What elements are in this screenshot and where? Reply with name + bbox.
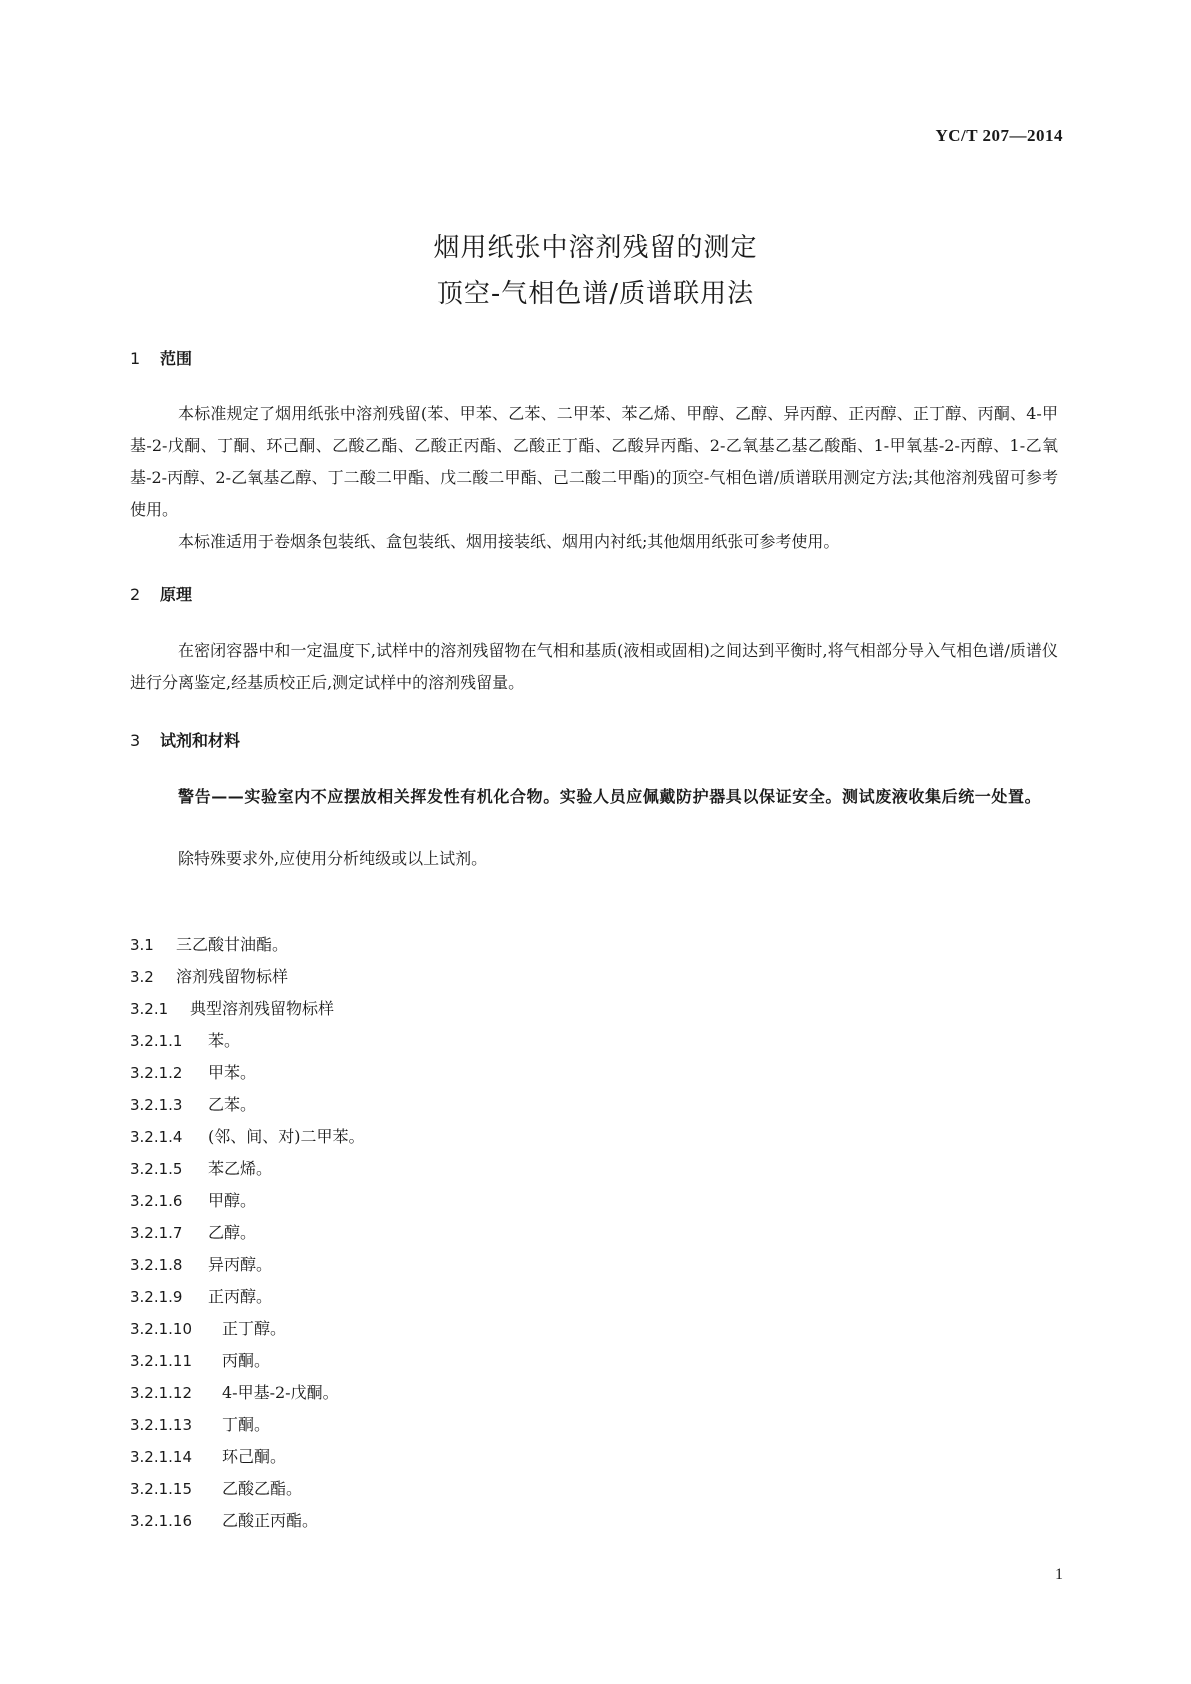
section-number: 3 [130,731,141,750]
section-2-heading [130,582,192,605]
section-title: 范围 [160,349,193,368]
item-text: 苯。 [208,1031,241,1050]
principle-paragraph: 在密闭容器中和一定温度下,试样中的溶剂残留物在气相和基质(液相或固相)之间达到平衡时,将气相部分导入气相色谱/质谱仪进行分离鉴定,经基质校正后,测定试样中的溶剂残留量。 [130,641,1058,692]
item-number: 3.2.1.2 [130,1064,183,1082]
item-text: 典型溶剂残留物标样 [190,999,335,1018]
title-line-1: 烟用纸张中溶剂残留的测定 [433,233,758,263]
section-title: 试剂和材料 [160,731,241,750]
list-item [130,929,365,961]
list-item [130,1345,365,1377]
item-text: 溶剂残留物标样 [176,967,289,986]
list-item [130,961,365,993]
section-3-heading [130,728,240,751]
list-item [130,1153,365,1185]
item-number: 3.2.1.1 [130,1032,183,1050]
scope-paragraph-2: 本标准适用于卷烟条包装纸、盒包装纸、烟用接装纸、烟用内衬纸;其他烟用纸张可参考使用。 [178,532,840,551]
list-item [130,1089,365,1121]
list-item [130,1409,365,1441]
list-item [130,1217,365,1249]
item-number: 3.2.1.14 [130,1448,193,1466]
list-item [130,1473,365,1505]
title-line-2: 顶空-气相色谱/质谱联用法 [436,279,755,309]
item-number: 3.2.1.16 [130,1512,193,1530]
item-text: 乙酸乙酯。 [222,1479,303,1498]
item-number: 3.2.1.3 [130,1096,183,1114]
list-item [130,1185,365,1217]
reagent-intro: 除特殊要求外,应使用分析纯级或以上试剂。 [178,849,488,868]
item-text: 甲苯。 [208,1063,257,1082]
item-number: 3.2.1.13 [130,1416,193,1434]
item-number: 3.2.1.4 [130,1128,183,1146]
section-1-heading [130,346,192,369]
item-number: 3.2.1.8 [130,1256,183,1274]
section-number: 2 [130,585,141,604]
reagent-list [130,929,365,1537]
item-text: 乙酸正丙酯。 [222,1511,319,1530]
item-text: 甲醇。 [208,1191,257,1210]
item-text: 正丙醇。 [208,1287,273,1306]
item-text: 三乙酸甘油酯。 [176,935,289,954]
warning-paragraph: 警告——实验室内不应摆放相关挥发性有机化合物。实验人员应佩戴防护器具以保证安全。测试废液收集后统一处置。 [178,787,1042,806]
item-text: 丙酮。 [222,1351,271,1370]
list-item [130,1505,365,1537]
section-title: 原理 [160,585,193,604]
item-text: 4-甲基-2-戊酮。 [222,1383,339,1402]
list-item [130,1281,365,1313]
item-text: 异丙醇。 [208,1255,273,1274]
page-number: 1 [1055,1566,1063,1583]
item-number: 3.2.1.9 [130,1288,183,1306]
item-number: 3.2.1.5 [130,1160,183,1178]
item-number: 3.2 [130,968,154,986]
item-number: 3.2.1.6 [130,1192,183,1210]
item-number: 3.2.1.15 [130,1480,193,1498]
list-item [130,993,365,1025]
item-text: 苯乙烯。 [208,1159,273,1178]
item-number: 3.2.1.10 [130,1320,193,1338]
item-text: 正丁醇。 [222,1319,287,1338]
list-item [130,1249,365,1281]
list-item [130,1057,365,1089]
document-title [0,225,1191,317]
item-number: 3.2.1.12 [130,1384,193,1402]
section-number: 1 [130,349,141,368]
list-item [130,1121,365,1153]
item-number: 3.2.1 [130,1000,169,1018]
item-text: 环己酮。 [222,1447,287,1466]
item-text: 乙醇。 [208,1223,257,1242]
standard-code: YC/T 207—2014 [935,126,1063,145]
item-text: (邻、间、对)二甲苯。 [208,1127,365,1146]
item-number: 3.2.1.7 [130,1224,183,1242]
list-item [130,1377,365,1409]
list-item [130,1313,365,1345]
item-number: 3.2.1.11 [130,1352,193,1370]
item-number: 3.1 [130,936,154,954]
item-text: 丁酮。 [222,1415,271,1434]
item-text: 乙苯。 [208,1095,257,1114]
list-item [130,1025,365,1057]
scope-paragraph-1: 本标准规定了烟用纸张中溶剂残留(苯、甲苯、乙苯、二甲苯、苯乙烯、甲醇、乙醇、异丙醇、正丙醇、正丁醇、丙酮、4-甲基-2-戊酮、丁酮、环己酮、乙酸乙酯、乙酸正丙酯、乙酸正丁酯、乙酸异丙酯、2-乙氧基乙基乙酸酯、1-甲氧基-2-丙醇、1-乙氧基-2-丙醇、2-乙氧基乙醇、丁二酸二甲酯、戊二酸二甲酯、己二酸二甲酯)的顶空-气相色谱/质谱联用测定方法;其他溶剂残留可参考使用。 [130,404,1058,519]
list-item [130,1441,365,1473]
